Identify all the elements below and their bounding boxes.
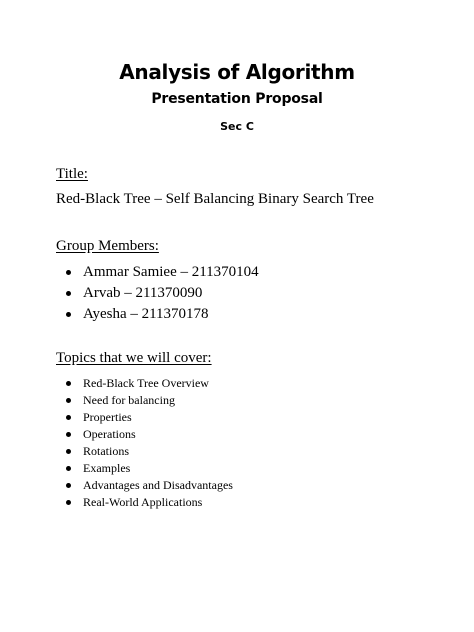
document-title: Analysis of Algorithm: [119, 60, 355, 84]
topic-list-item: Rotations: [66, 443, 233, 460]
group-members-heading: Group Members:: [56, 238, 159, 254]
topics-list: [66, 375, 233, 511]
topic-list-item: Red-Black Tree Overview: [66, 375, 233, 392]
group-members-list: [66, 262, 259, 325]
member-list-item: Arvab – 211370090: [66, 283, 259, 304]
project-title-text: Red-Black Tree – Self Balancing Binary Search Tree: [56, 191, 374, 207]
topics-heading: Topics that we will cover:: [56, 350, 212, 366]
title-heading: Title:: [56, 166, 88, 182]
member-list-item: Ammar Samiee – 211370104: [66, 262, 259, 283]
topic-list-item: Examples: [66, 460, 233, 477]
topic-list-item: Properties: [66, 409, 233, 426]
section-label: Sec C: [220, 120, 254, 133]
document-subtitle: Presentation Proposal: [151, 91, 323, 107]
member-list-item: Ayesha – 211370178: [66, 304, 259, 325]
topic-list-item: Need for balancing: [66, 392, 233, 409]
topic-list-item: Advantages and Disadvantages: [66, 477, 233, 494]
topic-list-item: Real-World Applications: [66, 494, 233, 511]
topic-list-item: Operations: [66, 426, 233, 443]
